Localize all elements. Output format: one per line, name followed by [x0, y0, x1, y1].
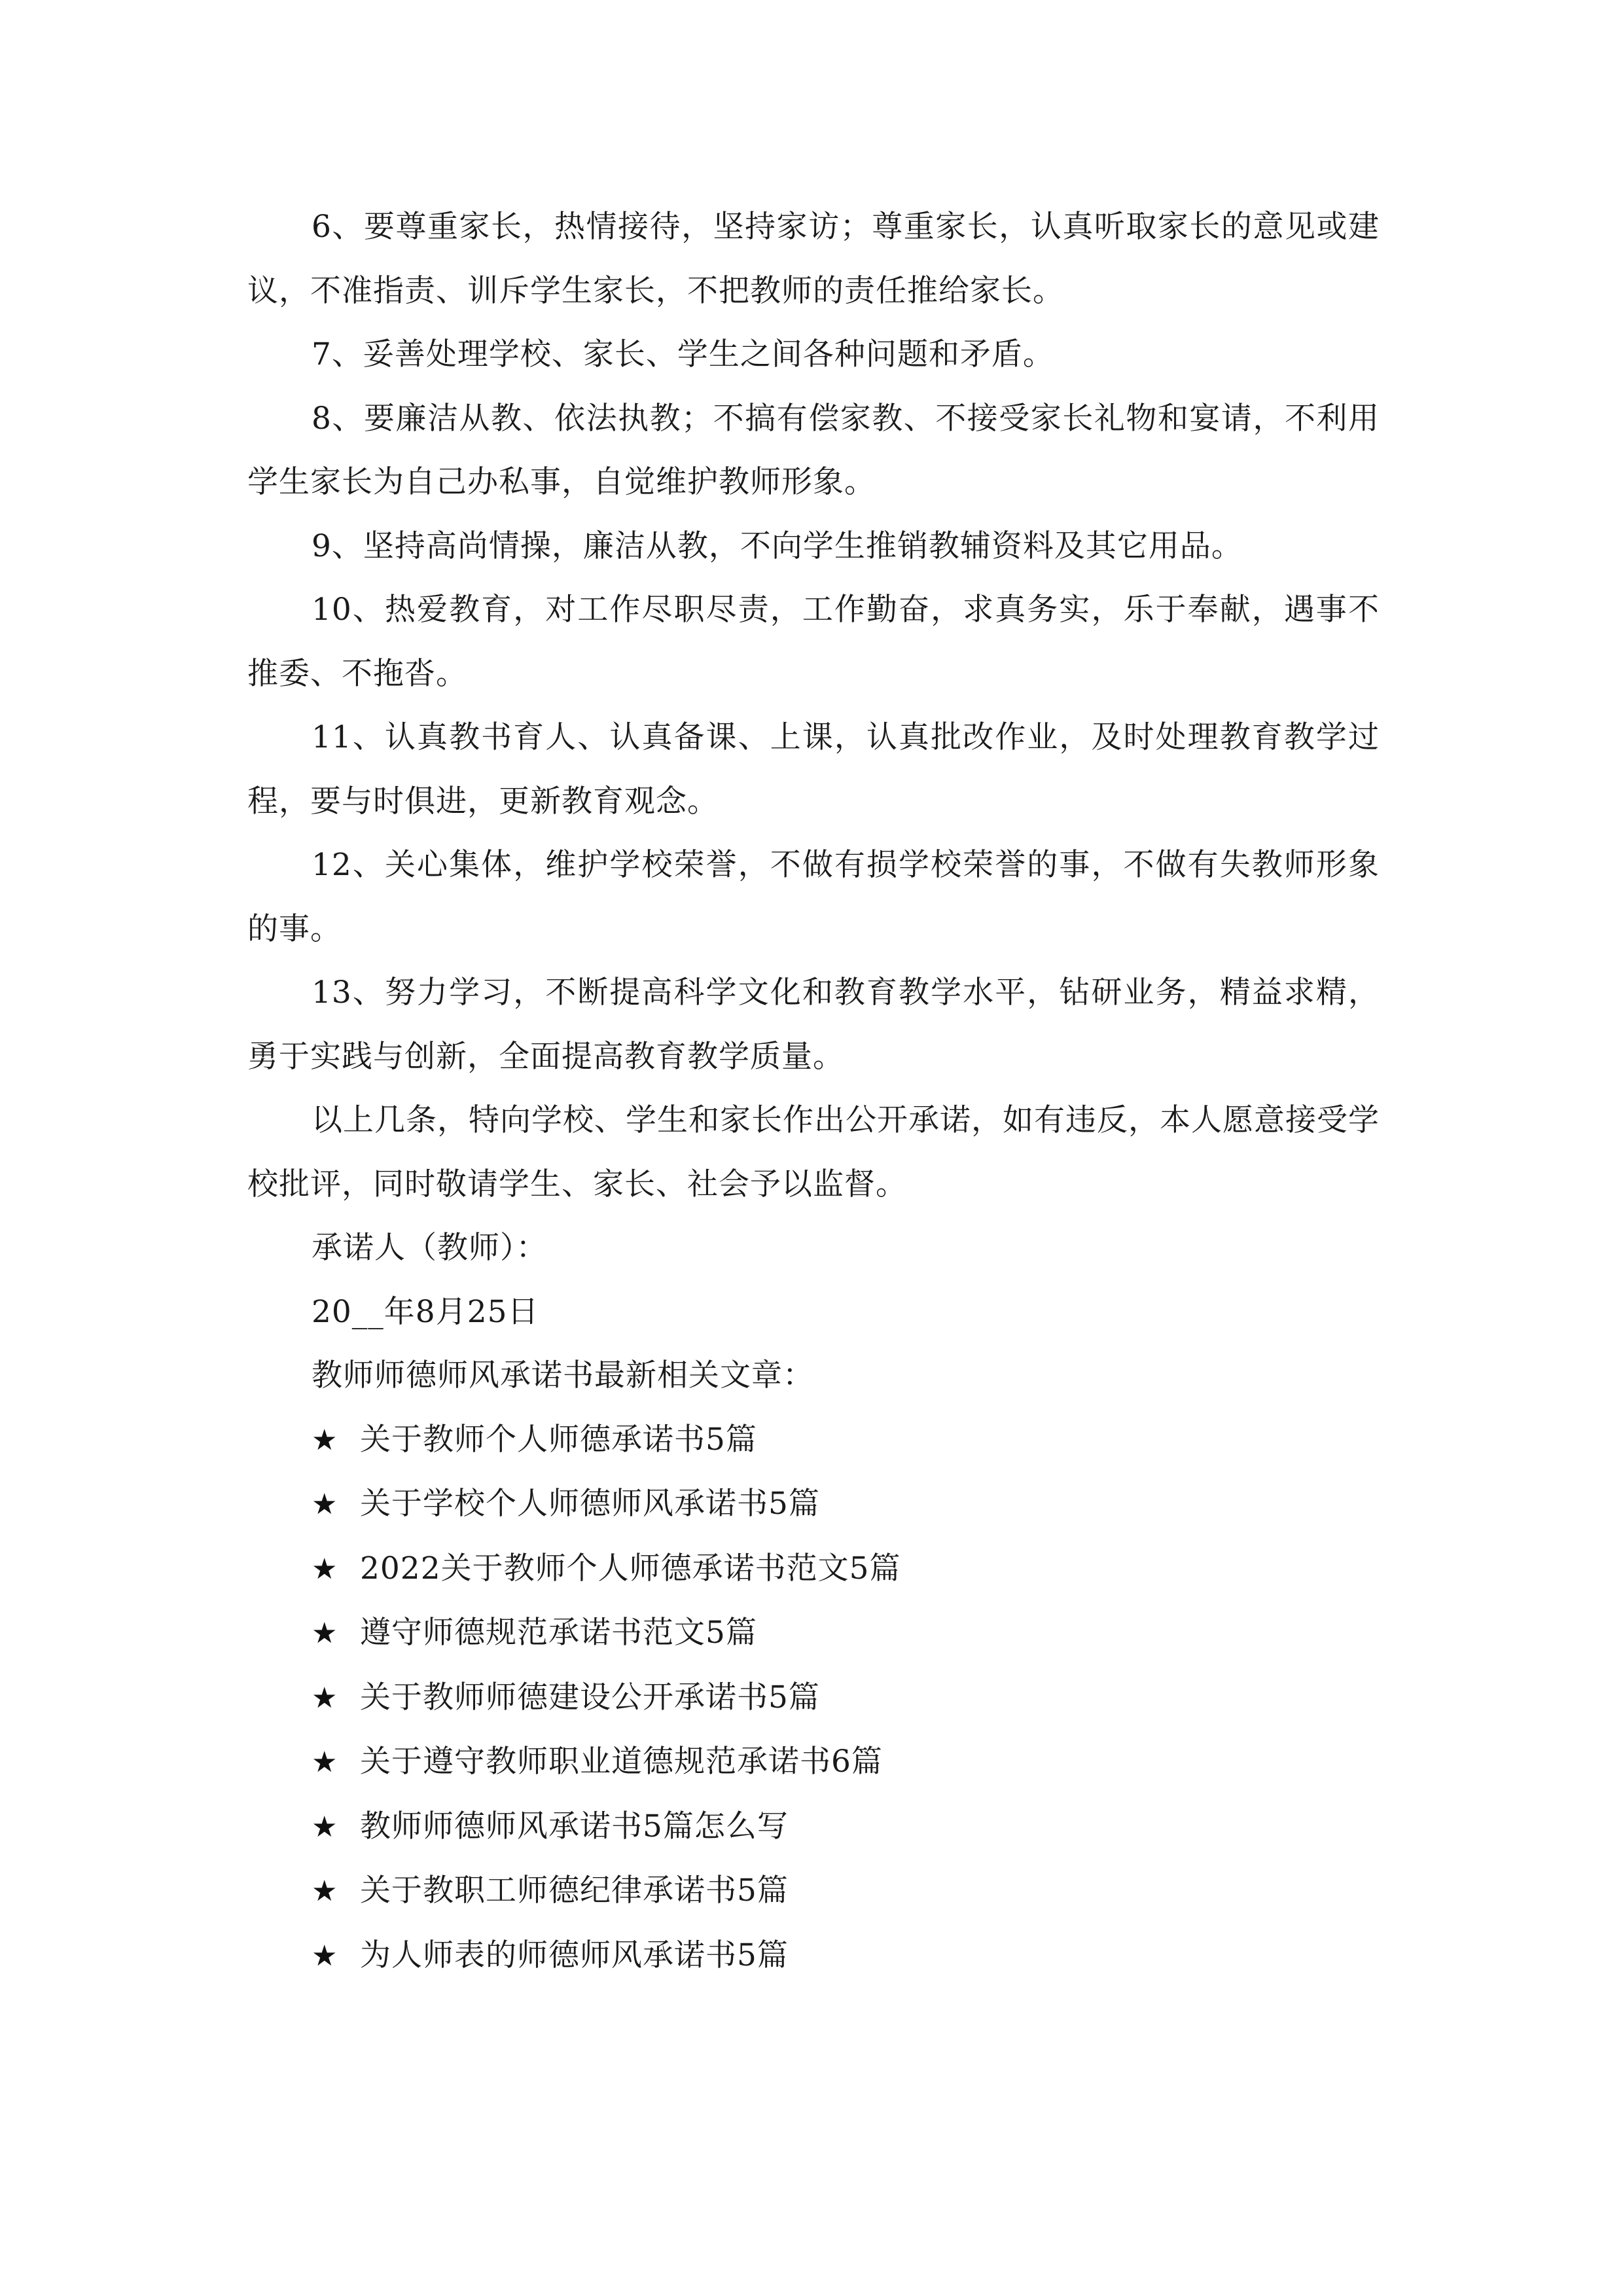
paragraph-item-10: 10、热爱教育，对工作尽职尽责，工作勤奋，求真务实，乐于奉献，遇事不推委、不拖沓。	[247, 592, 1380, 692]
related-article-link[interactable]	[247, 1408, 1380, 1473]
related-article-title: 为人师表的师德师风承诺书5篇	[360, 1937, 789, 1973]
paragraph-item-7: 7、妥善处理学校、家长、学生之间各种问题和矛盾。	[312, 336, 1054, 372]
paragraph-item-9: 9、坚持高尚情操，廉洁从教，不向学生推销教辅资料及其它用品。	[312, 528, 1243, 564]
related-article-title: 2022关于教师个人师德承诺书范文5篇	[360, 1550, 901, 1587]
related-article-title: 关于学校个人师德师风承诺书5篇	[360, 1486, 820, 1522]
paragraph-item-6: 6、要尊重家长，热情接待，坚持家访；尊重家长，认真听取家长的意见或建议，不准指责、训斥学生家长，不把教师的责任推给家长。	[247, 209, 1380, 309]
related-article-link[interactable]	[247, 1472, 1380, 1537]
star-icon: ★	[312, 1939, 338, 1973]
star-icon: ★	[312, 1617, 338, 1650]
star-icon: ★	[312, 1488, 338, 1521]
star-icon: ★	[312, 1746, 338, 1779]
star-icon: ★	[312, 1552, 338, 1586]
related-article-title: 关于教职工师德纪律承诺书5篇	[360, 1873, 789, 1909]
related-article-link[interactable]	[247, 1795, 1380, 1859]
related-article-link[interactable]	[247, 1859, 1380, 1924]
related-article-link[interactable]	[247, 1924, 1380, 1988]
related-article-title: 教师师德师风承诺书5篇怎么写	[360, 1808, 789, 1844]
paragraph-item-8: 8、要廉洁从教、依法执教；不搞有偿家教、不接受家长礼物和宴请，不利用学生家长为自己办私事，自觉维护教师形象。	[247, 400, 1380, 500]
star-icon: ★	[312, 1874, 338, 1908]
related-articles-list	[247, 1408, 1380, 1988]
related-article-link[interactable]	[247, 1601, 1380, 1666]
document-body	[247, 195, 1380, 1988]
related-article-link[interactable]	[247, 1730, 1380, 1795]
related-article-title: 关于教师个人师德承诺书5篇	[360, 1421, 757, 1458]
related-article-title: 关于教师师德建设公开承诺书5篇	[360, 1679, 820, 1715]
signature-date: 20__年8月25日	[312, 1293, 539, 1330]
related-article-link[interactable]	[247, 1666, 1380, 1731]
star-icon: ★	[312, 1681, 338, 1715]
related-article-link[interactable]	[247, 1537, 1380, 1602]
closing-statement: 以上几条，特向学校、学生和家长作出公开承诺，如有违反，本人愿意接受学校批评，同时敬请学生、家长、社会予以监督。	[247, 1102, 1380, 1202]
star-icon: ★	[312, 1423, 338, 1457]
signature-label: 承诺人（教师）：	[312, 1230, 548, 1266]
paragraph-item-11: 11、认真教书育人、认真备课、上课，认真批改作业，及时处理教育教学过程，要与时俱进，更新教育观念。	[247, 719, 1380, 819]
star-icon: ★	[312, 1810, 338, 1844]
paragraph-item-12: 12、关心集体，维护学校荣誉，不做有损学校荣誉的事，不做有失教师形象的事。	[247, 847, 1380, 947]
related-article-title: 关于遵守教师职业道德规范承诺书6篇	[360, 1744, 883, 1780]
related-article-title: 遵守师德规范承诺书范文5篇	[360, 1615, 757, 1651]
paragraph-item-13: 13、努力学习，不断提高科学文化和教育教学水平，钻研业务，精益求精，勇于实践与创新，全面提高教育教学质量。	[247, 975, 1380, 1075]
related-articles-heading: 教师师德师风承诺书最新相关文章：	[312, 1357, 814, 1393]
